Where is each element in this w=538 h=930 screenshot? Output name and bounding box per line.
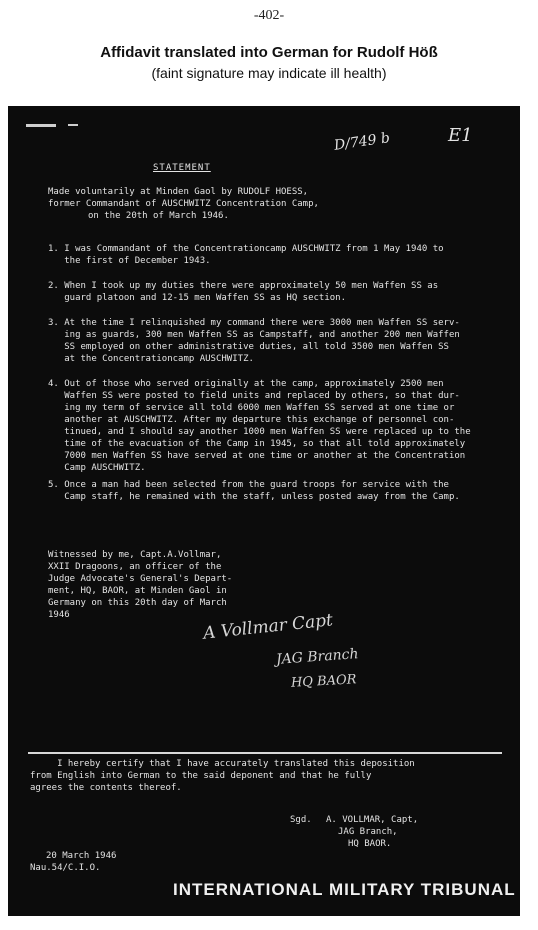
intro-line: on the 20th of March 1946. bbox=[88, 211, 229, 221]
witness-line: Judge Advocate's General's Depart- bbox=[48, 574, 233, 584]
paragraph-line: guard platoon and 12-15 men Waffen SS as HQ section. bbox=[48, 293, 347, 303]
paragraph-line: tinued, and I should say another 1000 men Waffen SS were replaced up to the bbox=[48, 427, 471, 437]
paragraph-line: the first of December 1943. bbox=[48, 256, 211, 266]
signed-branch: JAG Branch, bbox=[338, 827, 398, 837]
divider-line bbox=[28, 752, 502, 754]
tribunal-stamp: INTERNATIONAL MILITARY TRIBUNAL bbox=[173, 880, 516, 899]
paragraph-line: 1. I was Commandant of the Concentrationcamp AUSCHWITZ from 1 May 1940 to bbox=[48, 244, 444, 254]
witness-line: ment, HQ, BAOR, at Minden Gaol in bbox=[48, 586, 227, 596]
intro-line: former Commandant of AUSCHWITZ Concentration Camp, bbox=[48, 199, 319, 209]
paragraph-line: SS employed on other administrative duties, all told 3500 men Waffen SS bbox=[48, 342, 449, 352]
paragraph-line: time of the evacuation of the Camp in 1945, so that all told approximately bbox=[48, 439, 466, 449]
signed-name: A. VOLLMAR, Capt, bbox=[326, 815, 419, 825]
paragraph-line: 5. Once a man had been selected from the guard troops for service with the bbox=[48, 480, 449, 490]
paragraph-line: 4. Out of those who served originally at the camp, approximately 2500 men bbox=[48, 379, 444, 389]
certification-line: from English into German to the said deponent and that he fully bbox=[30, 771, 372, 781]
paragraph-line: 3. At the time I relinquished my command there were 3000 men Waffen SS serv- bbox=[48, 318, 460, 328]
scanned-affidavit bbox=[8, 106, 520, 916]
witness-line: Germany on this 20th day of March bbox=[48, 598, 227, 608]
paragraph-line: Camp staff, he remained with the staff, unless posted away from the Camp. bbox=[48, 492, 460, 502]
scan-speck bbox=[26, 124, 56, 127]
document-title: STATEMENT bbox=[153, 163, 211, 173]
signature-vollmar: A Vollmar Capt bbox=[202, 610, 334, 644]
witness-line: XXII Dragoons, an officer of the bbox=[48, 562, 222, 572]
paragraph-line: 7000 men Waffen SS have served at one time or another at the Concentration bbox=[48, 451, 466, 461]
paragraph-line: at the Concentrationcamp AUSCHWITZ. bbox=[48, 354, 254, 364]
paragraph-line: Waffen SS were posted to field units and replaced by others, so that dur- bbox=[48, 391, 460, 401]
paragraph-line: 2. When I took up my duties there were approximately 50 men Waffen SS as bbox=[48, 281, 439, 291]
signed-label: Sgd. bbox=[290, 815, 312, 825]
scan-speck bbox=[68, 124, 78, 126]
certification-line: agrees the contents thereof. bbox=[30, 783, 182, 793]
signed-hq: HQ BAOR. bbox=[348, 839, 392, 849]
page-number: -402- bbox=[253, 8, 285, 23]
signature-hq: HQ BAOR bbox=[290, 672, 357, 691]
caption-note: (faint signature may indicate ill health) bbox=[151, 65, 387, 81]
witness-line: Witnessed by me, Capt.A.Vollmar, bbox=[48, 550, 222, 560]
certification-line: I hereby certify that I have accurately translated this deposition bbox=[30, 759, 415, 769]
paragraph-line: Camp AUSCHWITZ. bbox=[48, 463, 146, 473]
paragraph-line: ing as guards, 300 men Waffen SS as Campstaff, and another 200 men Waffen bbox=[48, 330, 460, 340]
signature-branch: JAG Branch bbox=[275, 646, 360, 668]
paragraph-line: ing my term of service all told 6000 men Waffen SS served at one time or bbox=[48, 403, 455, 413]
paragraph-line: another at AUSCHWITZ. After my departure this exchange of personnel con- bbox=[48, 415, 455, 425]
witness-line: 1946 bbox=[48, 610, 70, 620]
intro-line: Made voluntarily at Minden Gaol by RUDOLF HOESS, bbox=[48, 187, 309, 197]
exhibit-mark: E1 bbox=[448, 125, 473, 146]
figure-caption bbox=[0, 44, 538, 81]
caption-title: Affidavit translated into German for Rudolf Höß bbox=[100, 44, 438, 61]
reference-number: D/749 b bbox=[333, 130, 391, 154]
date-note: Nau.54/C.I.O. bbox=[30, 863, 101, 873]
document-date: 20 March 1946 bbox=[46, 851, 117, 861]
